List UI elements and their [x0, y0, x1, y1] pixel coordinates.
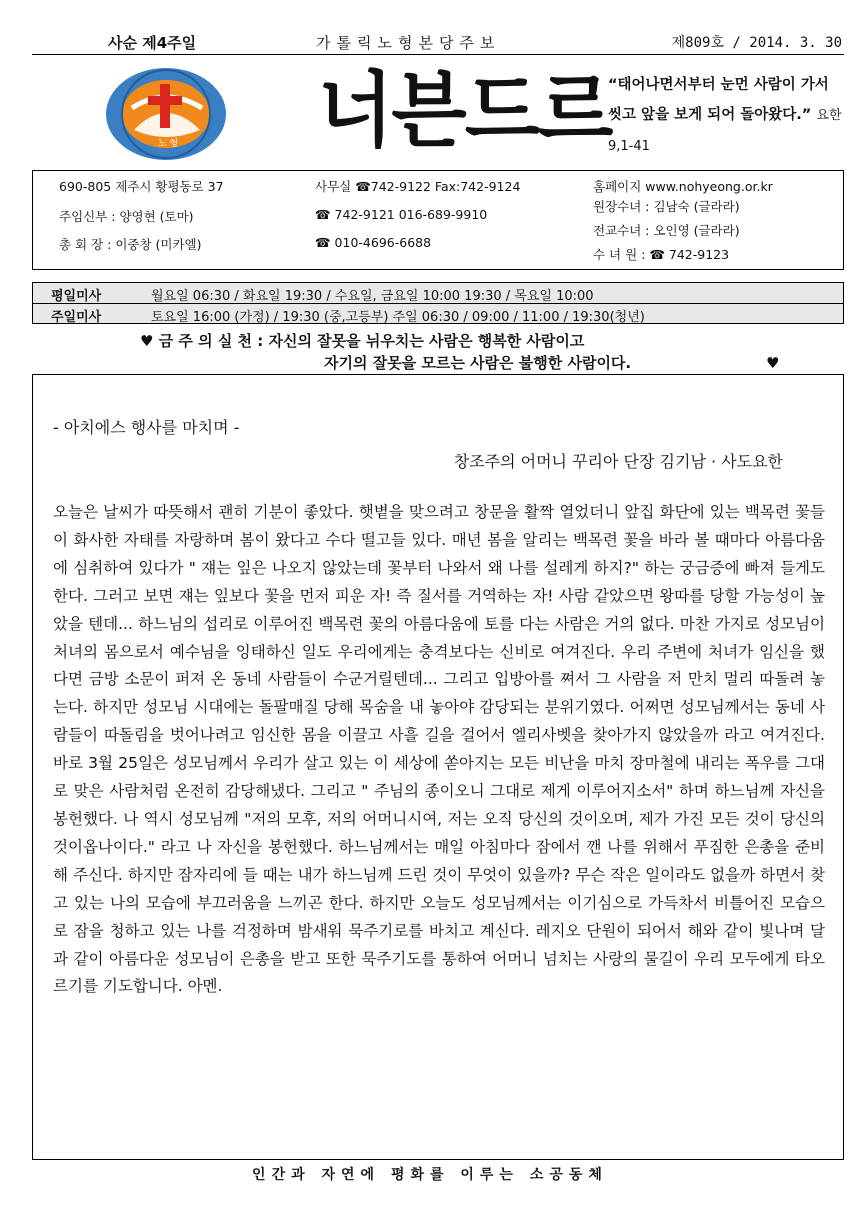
weekday-mass-label: 평일미사: [51, 289, 102, 304]
practice-line2: 자기의 잘못을 모르는 사람은 불행한 사람이다.: [324, 354, 632, 372]
masthead-title: 너븐드르: [318, 63, 612, 159]
verse-reference: 요한 9,1-41: [608, 108, 842, 154]
logo-text: 노 형: [157, 139, 179, 149]
sunday-mass-times: 토요일 16:00 (가정) / 19:30 (중,고등부) 주일 06:30 / 09:00 / 11:00 / 19:30(청년): [151, 310, 645, 325]
sunday-mass-label: 주일미사: [51, 310, 102, 325]
mass-times-box: [32, 282, 844, 324]
article-author: 창조주의 어머니 꾸리아 단장 김기남 · 사도요한: [453, 452, 783, 471]
weekday-mass-times: 월요일 06:30 / 화요일 19:30 / 수요일, 금요일 10:00 19:30 / 목요일 10:00: [151, 289, 594, 304]
pastor-phone: ☎ 742-9121 016-689-9910: [315, 207, 488, 222]
sister-mission: 전교수녀 : 오인영 (글라라): [593, 223, 740, 238]
heart-icon: ♥: [140, 332, 154, 350]
practice-line1: 금 주 의 실 천 : 자신의 잘못을 뉘우치는 사람은 행복한 사람이고: [158, 332, 585, 350]
heart-icon: ♥: [766, 354, 780, 372]
sister-head: 원장수녀 : 김남숙 (글라라): [593, 199, 740, 214]
liturgical-season: 사순 제4주일: [108, 34, 197, 52]
article-body: 오늘은 날씨가 따뜻해서 괜히 기분이 좋았다. 햇볕을 맞으려고 창문을 활짝 열었더니 앞집 화단에 있는 백목련 꽃들이 화사한 자태를 자랑하며 봄이 왔다고 수다 떨고들 있다. 매년 봄을 알리는 백목련 꽃을 바라 볼 때마다 아름다움에 심취하여 있다가 " 쟤는 잎은 나오지 않았는데 꽃부터 나와서 왜 나를 설레게 하지?" 하는 궁금증에 빠져 들게도 한다. 그러고 보면 쟤는 잎보다 꽃을 먼저 피운 자! 즉 질서를 거역하는 자! 사람 같았으면 왕따를 당할 가능성이 높았을 텐데... 하느님의 섭리로 이루어진 백목련 꽃의 아름다움에 토를 다는 사람은 거의 없다. 마찬 가지로 성모님이 처녀의 몸으로서 예수님을 잉태하신 일도 우리에게는 충격보다는 신비로 여겨진다. 우리 주변에 처녀가 임신을 했다면 금방 소문이 퍼져 온 동네 사람들이 수군거릴텐데... 그리고 입방아를 쪄서 그 사람을 저 만치 멀리 따돌려 놓는다. 하지만 성모님 시대에는 돌팔매질 당해 목숨을 내 놓아야 감당되는 분위기였다. 어쩌면 성모님께서는 동네 사람들이 따돌림을 벗어나려고 임신한 몸을 이끌고 사흘 길을 걸어서 엘리사벳을 찾아가지 않았을까 라고 여겨진다. 바로 3월 25일은 성모님께서 우리가 살고 있는 이 세상에 쏟아지는 모든 비난을 마치 장마철에 내리는 폭우를 그대로 맞은 사람처럼 온전히 감당해냈다. 그리고 " 주님의 종이오니 그대로 제게 이루어지소서" 하며 하느님께 자신을 봉헌했다. 나 역시 성모님께 "저의 모후, 저의 어머니시여, 저는 오직 당신의 것이오며, 제가 가진 모든 것이 당신의 것이옵나이다." 라고 나 자신을 봉헌했다. 하느님께서는 매일 아침마다 잠에서 깬 나를 위해서 푸짐한 은총을 준비해 주신다. 하지만 잠자리에 들 때는 내가 하느님께 드린 것이 무엇이 있을까? 무슨 작은 일이라도 없을까 하면서 찾고 있는 나의 모습에 부끄러움을 느끼곤 한다. 하지만 오늘도 성모님께서는 이기심으로 가득차서 비틀어진 모습으로 잠을 청하고 있는 나를 걱정하며 밤새워 묵주기로를 바치고 계신다. 레지오 단원이 되어서 해와 같이 빛나며 달과 같이 아름다운 성모님이 은총을 받고 또한 묵주기도를 통하여 어머니 넘치는 사랑의 물길이 우리 모두에게 타오르기를 기도합니다. 아멘.: [53, 503, 825, 996]
header-bar: [32, 30, 844, 55]
president-name: 총 회 장 : 이중창 (미카엘): [59, 237, 202, 252]
weekly-practice: [140, 330, 780, 372]
article-title: - 아치에스 행사를 마치며 -: [53, 418, 240, 437]
article-box: [32, 374, 844, 1160]
president-phone: ☎ 010-4696-6688: [315, 235, 432, 250]
pastor-name: 주임신부 : 양영현 (토마): [59, 209, 194, 224]
footer-motto: 인간과 자연에 평화를 이루는 소공동체: [252, 1167, 608, 1183]
homepage: 홈페이지 www.nohyeong.or.kr: [593, 179, 773, 194]
convent-phone: 수 녀 원 : ☎ 742-9123: [593, 247, 730, 262]
contact-info-box: [32, 170, 844, 270]
office-phone: 사무실 ☎742-9122 Fax:742-9124: [315, 179, 521, 194]
gospel-verse: [608, 70, 846, 162]
weekday-mass-row: [33, 283, 843, 304]
issue-number: 제809호 / 2014. 3. 30: [671, 35, 842, 51]
sunday-mass-row: [33, 304, 843, 324]
bulletin-name: 가톨릭노형본당주보: [316, 34, 501, 52]
verse-text: “태어나면서부터 눈먼 사람이 가서 씻고 앞을 보게 되어 돌아왔다.”: [608, 77, 829, 123]
address: 690-805 제주시 황평동로 37: [59, 179, 224, 194]
